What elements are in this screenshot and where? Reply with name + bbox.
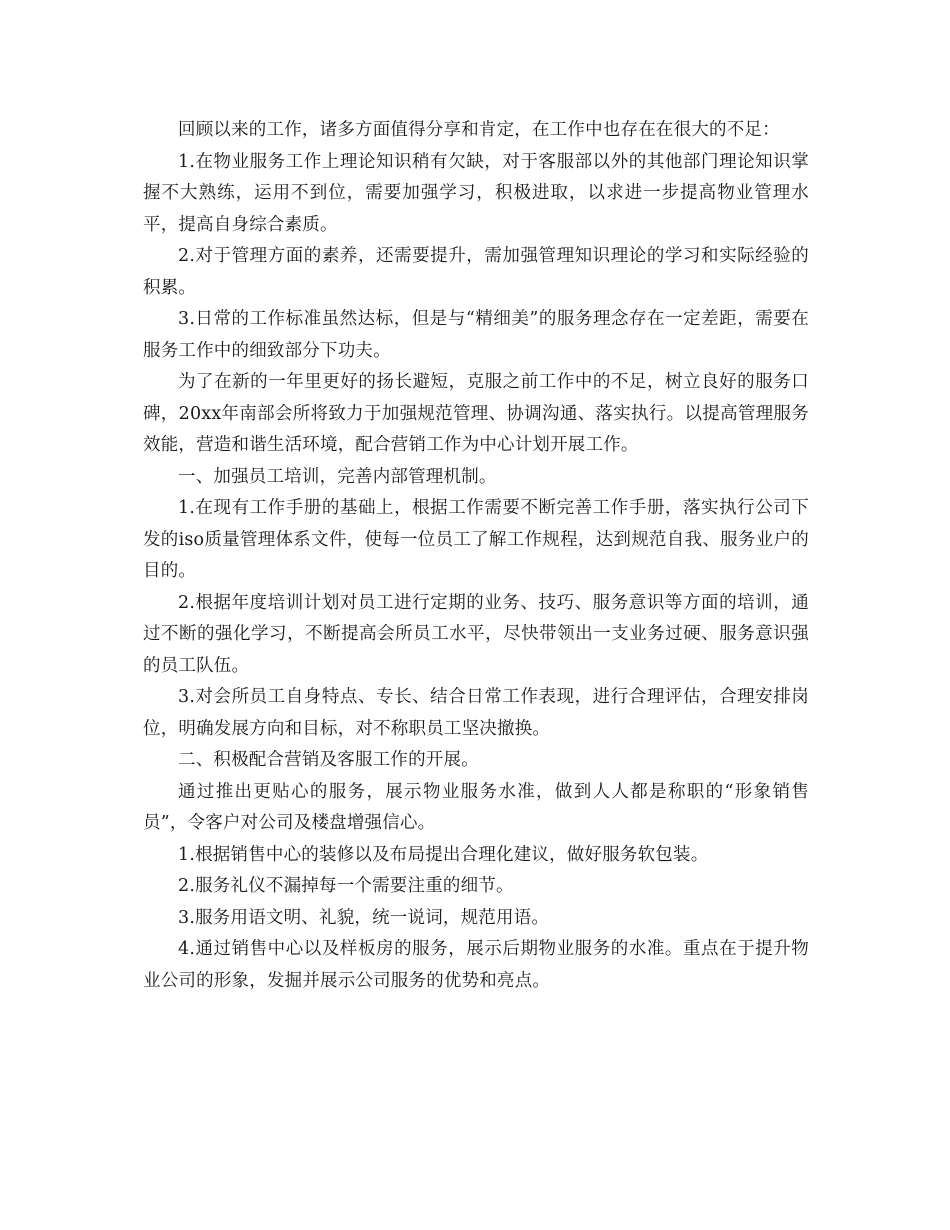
paragraph-review-intro: 回顾以来的工作，诸多方面值得分享和肯定，在工作中也存在在很大的不足：: [178, 120, 780, 140]
paragraph-shortcoming-3: 3.日常的工作标准虽然达标，但是与“精细美”的服务理念存在一定差距，需要在服务工作中的细致部分下功夫。: [143, 309, 809, 361]
paragraph-marketing-intro: 通过推出更贴心的服务，展示物业服务水准，做到人人都是称职的“形象销售员”，令客户对公司及楼盘增强信心。: [143, 781, 809, 833]
paragraph-marketing-2: 2.服务礼仪不漏掉每一个需要注重的细节。: [178, 876, 514, 896]
document-body: [143, 115, 809, 997]
section-heading-staff-training: 一、加强员工培训，完善内部管理机制。: [178, 466, 497, 487]
paragraph-plan-intro: 为了在新的一年里更好的扬长避短，克服之前工作中的不足，树立良好的服务口碑，20xx年南部会所将致力于加强规范管理、协调沟通、落实执行。以提高管理服务效能，营造和谐生活环境，配合营销工作为中心计划开展工作。: [143, 372, 809, 455]
paragraph-marketing-1: 1.根据销售中心的装修以及布局提出合理化建议，做好服务软包装。: [178, 844, 709, 865]
paragraph-marketing-3: 3.服务用语文明、礼貌，统一说词，规范用语。: [178, 907, 550, 928]
section-heading-marketing-support: 二、积极配合营销及客服工作的开展。: [178, 750, 479, 770]
paragraph-training-3: 3.对会所员工自身特点、专长、结合日常工作表现，进行合理评估，合理安排岗位，明确发展方向和目标，对不称职员工坚决撤换。: [143, 687, 809, 739]
paragraph-training-2: 2.根据年度培训计划对员工进行定期的业务、技巧、服务意识等方面的培训，通过不断的强化学习，不断提高会所员工水平，尽快带领出一支业务过硬、服务意识强的员工队伍。: [143, 592, 809, 676]
paragraph-shortcoming-2: 2.对于管理方面的素养，还需要提升，需加强管理知识理论的学习和实际经验的积累。: [143, 246, 809, 298]
paragraph-shortcoming-1: 1.在物业服务工作上理论知识稍有欠缺，对于客服部以外的其他部门理论知识掌握不大熟练，运用不到位，需要加强学习，积极进取，以求进一步提高物业管理水平，提高自身综合素质。: [143, 151, 809, 235]
paragraph-training-1: 1.在现有工作手册的基础上，根据工作需要不断完善工作手册，落实执行公司下发的iso质量管理体系文件，使每一位员工了解工作规程，达到规范自我、服务业户的目的。: [143, 498, 809, 581]
paragraph-marketing-4: 4.通过销售中心以及样板房的服务，展示后期物业服务的水准。重点在于提升物业公司的形象，发掘并展示公司服务的优势和亮点。: [143, 939, 809, 991]
